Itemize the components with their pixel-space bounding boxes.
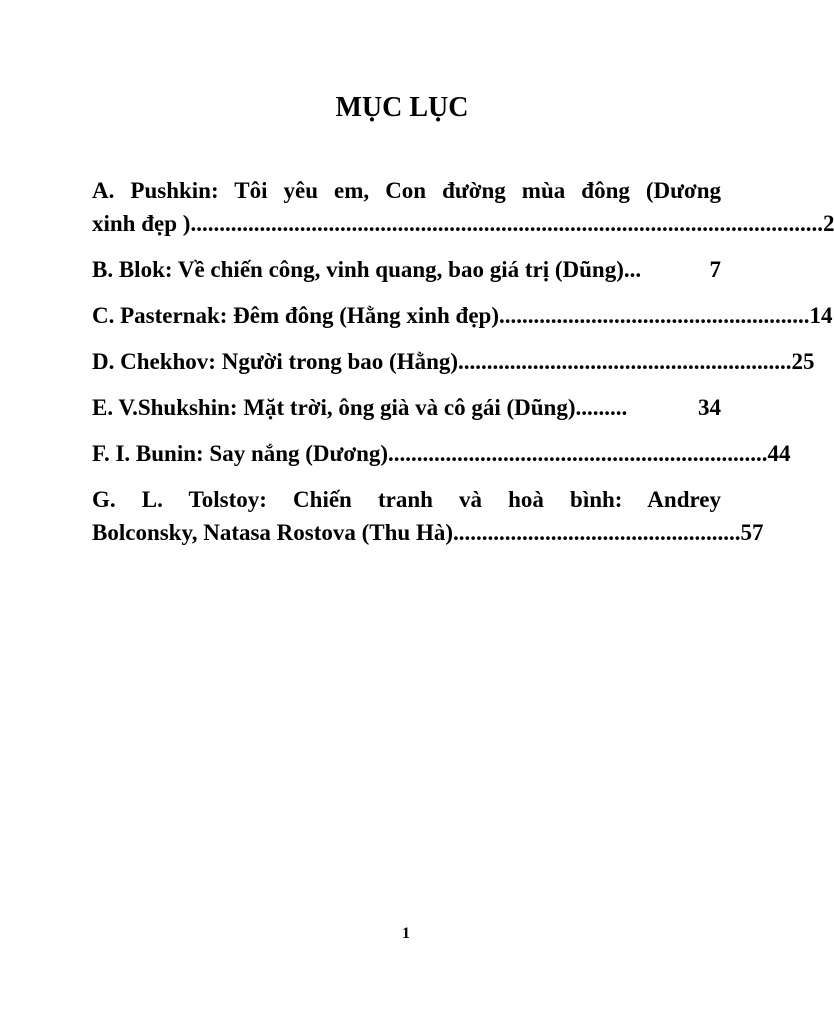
toc-leader-dots: ...	[623, 257, 642, 282]
toc-entry-title-line1: A. Pushkin: Tôi yêu em, Con đường mùa đông (Dương	[92, 178, 721, 203]
toc-entry-title-line1: G. L. Tolstoy: Chiến tranh và hoà bình: Andrey	[92, 487, 721, 512]
toc-page-number: 25	[791, 349, 815, 374]
footer-page-number: 1	[402, 925, 410, 942]
toc-entry-title: B. Blok: Về chiến công, vinh quang, bao giá trị (Dũng)	[92, 257, 624, 282]
toc-entry-title: D. Chekhov: Người trong bao (Hằng)	[92, 349, 459, 374]
toc-page-number: 34	[698, 395, 721, 420]
toc-entry-line	[92, 299, 833, 332]
toc-page-number: 14	[809, 303, 833, 328]
toc-page-number: 2	[822, 211, 834, 236]
toc-entry-line2	[92, 207, 834, 240]
toc-entry-title: C. Pasternak: Đêm đông (Hằng xinh đẹp)	[92, 303, 500, 328]
toc-entry-line	[92, 345, 815, 378]
toc-entry-pushkin	[92, 174, 834, 240]
toc-page-number: 7	[709, 257, 721, 282]
page-title: MỤC LỤC	[335, 92, 469, 123]
toc-entry-bunin	[92, 437, 791, 470]
toc-page-number: 57	[740, 520, 764, 545]
toc-leader-dots: ......................................................	[499, 303, 810, 328]
toc-leader-dots: .........	[575, 395, 628, 420]
toc-entry-blok	[92, 253, 721, 286]
toc-entry-title-line2: xinh đẹp )	[92, 211, 191, 236]
toc-entry-shukshin	[92, 391, 721, 424]
table-of-contents	[92, 174, 834, 562]
toc-entry-title-line2: Bolconsky, Natasa Rostova (Thu Hà)	[92, 520, 454, 545]
toc-leader-dots: ..........................................................	[458, 349, 792, 374]
toc-page-number: 44	[767, 441, 791, 466]
toc-entry-line	[92, 437, 791, 470]
toc-entry-line	[92, 391, 721, 424]
toc-entry-title: F. I. Bunin: Say nắng (Dương)	[92, 441, 389, 466]
toc-leader-dots: ..............................................................................................................	[190, 211, 823, 236]
toc-entry-line	[92, 253, 721, 286]
toc-leader-dots: ..................................................................	[388, 441, 768, 466]
toc-entry-tolstoy	[92, 483, 764, 549]
toc-entry-title: E. V.Shukshin: Mặt trời, ông già và cô gái (Dũng)	[92, 395, 576, 420]
toc-leader-dots: ..................................................	[453, 520, 741, 545]
toc-entry-line2	[92, 516, 764, 549]
toc-entry-pasternak	[92, 299, 833, 332]
toc-entry-chekhov	[92, 345, 815, 378]
